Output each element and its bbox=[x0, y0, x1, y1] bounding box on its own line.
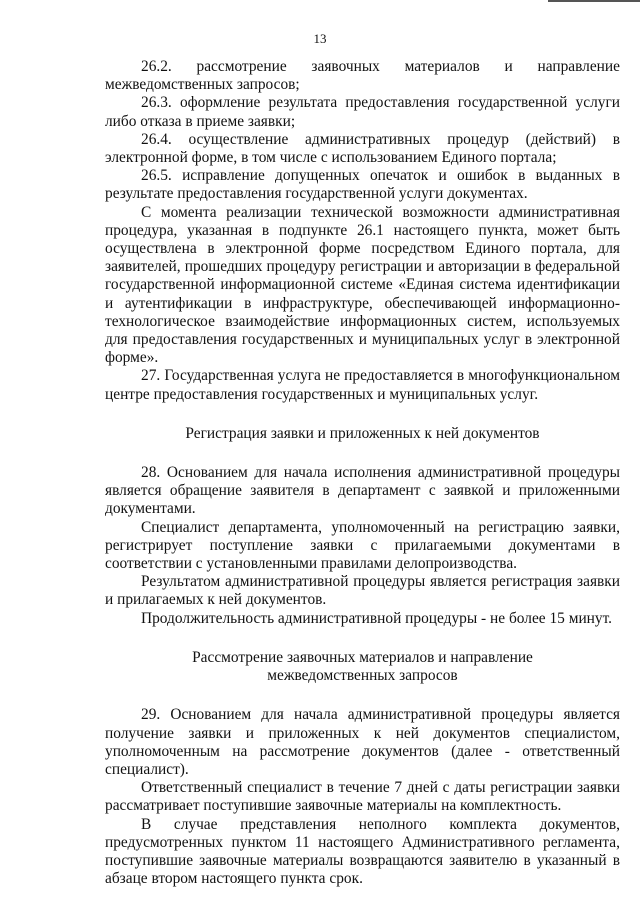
paragraph-27: 27. Государственная услуга не предоставляется в многофункциональном центре предоставления государственных и муниципальных услуг. bbox=[105, 367, 620, 403]
paragraph-electronic-form: С момента реализации технической возможности административная процедура, указанная в подпункте 26.1 настоящего пункта, может быть осуществлена в электронной форме посредством Единого портала, для заявителей, прошедших процедуру регистрации и авторизации в федеральной государственной информационной системе «Единая система идентификации и аутентификации в инфраструктуре, обеспечивающей информационно-технологическое взаимодействие информационных систем, используемых для предоставления государственных и муниципальных услуг в электронной форме». bbox=[105, 203, 620, 367]
paragraph-responsible-specialist: Ответственный специалист в течение 7 дней с даты регистрации заявки рассматривает поступившие заявочные материалы на комплектность. bbox=[105, 779, 620, 815]
paragraph-duration: Продолжительность административной процедуры - не более 15 минут. bbox=[141, 609, 613, 627]
section-heading-review-line2: межведомственных запросов bbox=[267, 667, 458, 685]
page-number: 13 bbox=[313, 31, 327, 46]
paragraph-28: 28. Основанием для начала исполнения административной процедуры является обращение заявителя в департамент с заявкой и приложенными документами. bbox=[105, 464, 620, 518]
document-body bbox=[105, 58, 620, 888]
scan-edge-mark bbox=[548, 0, 640, 2]
paragraph-26-2: 26.2. рассмотрение заявочных материалов и направление межведомственных запросов; bbox=[105, 58, 620, 94]
paragraph-26-5: 26.5. исправление допущенных опечаток и ошибок в выданных в результате предоставления государственной услуги документах. bbox=[105, 167, 620, 203]
paragraph-specialist: Специалист департамента, уполномоченный на регистрацию заявки, регистрирует поступление заявки с прилагаемыми документами в соответствии с установленными правилами делопроизводства. bbox=[105, 518, 620, 573]
paragraph-29: 29. Основанием для начала административной процедуры является получение заявки и приложенных к ней документов специалистом, уполномоченным на рассмотрение документов (далее - ответственный специалист). bbox=[105, 706, 620, 778]
section-heading-review-line1: Рассмотрение заявочных материалов и направление bbox=[192, 648, 533, 666]
paragraph-26-4: 26.4. осуществление административных процедур (действий) в электронной форме, в том числе с использованием Единого портала; bbox=[105, 130, 620, 167]
paragraph-incomplete-set: В случае представления неполного комплекта документов, предусмотренных пунктом 11 настоящего Административного регламента, поступившие заявочные материалы возвращаются заявителю в указанный в абзаце втором настоящего пункта срок. bbox=[105, 815, 620, 888]
paragraph-result: Результатом административной процедуры является регистрация заявки и прилагаемых к ней документов. bbox=[105, 573, 620, 609]
paragraph-26-3: 26.3. оформление результата предоставления государственной услуги либо отказа в приеме заявки; bbox=[105, 94, 620, 130]
section-heading-registration: Регистрация заявки и приложенных к ней документов bbox=[185, 424, 540, 442]
